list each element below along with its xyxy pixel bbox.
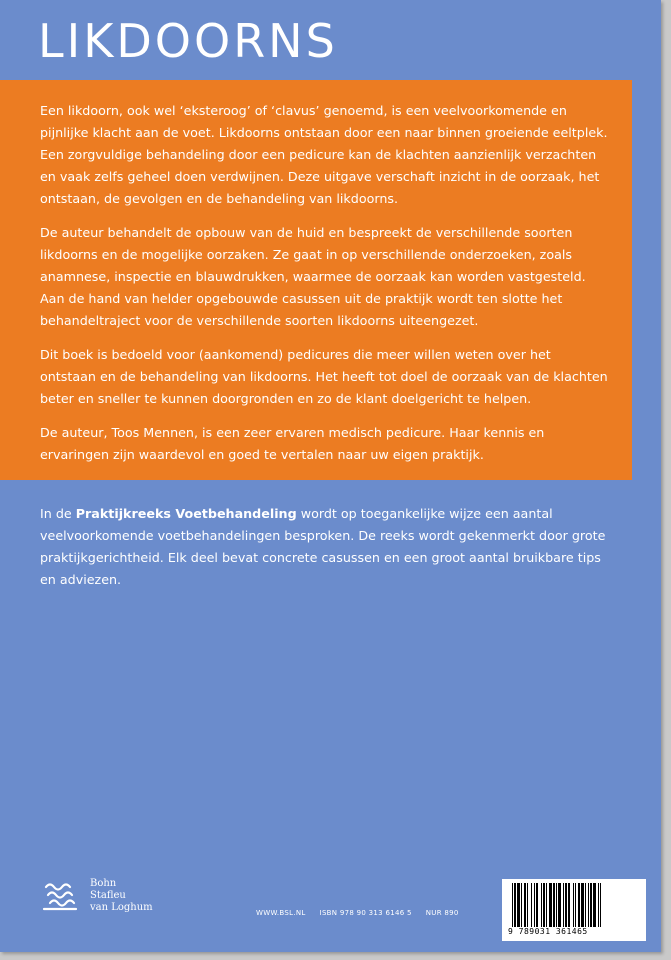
barcode-bars-icon <box>510 883 638 927</box>
publisher-name-line-1: Bohn <box>90 878 117 889</box>
publisher-block <box>40 875 153 917</box>
bsl-logo-icon <box>40 875 82 917</box>
book-title: LIKDOORNS <box>38 14 338 68</box>
isbn-text: ISBN 978 90 313 6146 5 <box>319 909 412 917</box>
publisher-name-line-2: Stafleu <box>90 890 126 901</box>
nur-text: NUR 890 <box>425 909 459 917</box>
series-description <box>40 503 610 591</box>
series-name: Praktijkreeks Voetbehandeling <box>75 506 297 521</box>
description-paragraph-2: De auteur behandelt de opbouw van de huid en bespreekt de verschillende soorten likdoorns en de mogelijke oorzaken. Ze gaat in op verschillende onderzoeken, zoals anamnese, inspectie en blauwdrukken, waarmee de oorzaak kan worden vastgesteld. Aan de hand van helder opgebouwde casussen uit de praktijk wordt ten slotte het behandeltraject voor de verschillende soorten likdoorns uiteengezet. <box>40 225 586 328</box>
footer-info <box>256 909 459 917</box>
barcode-number: 9 789031 361465 <box>508 927 588 936</box>
website-link[interactable]: WWW.BSL.NL <box>256 909 306 917</box>
description-paragraph-1: Een likdoorn, ook wel ‘eksteroog’ of ‘clavus’ genoemd, is een veelvoorkomende en pijnlijke klacht aan de voet. Likdoorns ontstaan door een naar binnen groeiende eeltplek. Een zorgvuldige behandeling door een pedicure kan de klachten aanzienlijk verzachten en vaak zelfs geheel doen verdwijnen. Deze uitgave verschaft inzicht in de oorzaak, het ontstaan, de gevolgen en de behandeling van likdoorns. <box>40 103 608 206</box>
barcode <box>502 879 646 941</box>
publisher-name <box>90 878 153 914</box>
series-prefix: In de <box>40 506 76 521</box>
description-text <box>40 100 610 478</box>
description-paragraph-4: De auteur, Toos Mennen, is een zeer ervaren medisch pedicure. Haar kennis en ervaringen zijn waardevol en goed te vertalen naar uw eigen praktijk. <box>40 425 545 462</box>
publisher-name-line-3: van Loghum <box>90 902 153 913</box>
description-paragraph-3: Dit boek is bedoeld voor (aankomend) pedicures die meer willen weten over het ontstaan en de behandeling van likdoorns. Het heeft tot doel de oorzaak van de klachten beter en sneller te kunnen doorgronden en zo de klant doelgericht te helpen. <box>40 347 608 406</box>
series-suffix: wordt op toegankelijke wijze een aantal veelvoorkomende voetbehandelingen besproken. De reeks wordt gekenmerkt door grote praktijkgerichtheid. Elk deel bevat concrete casussen en een groot aantal bruikbare tips en adviezen. <box>40 506 606 587</box>
